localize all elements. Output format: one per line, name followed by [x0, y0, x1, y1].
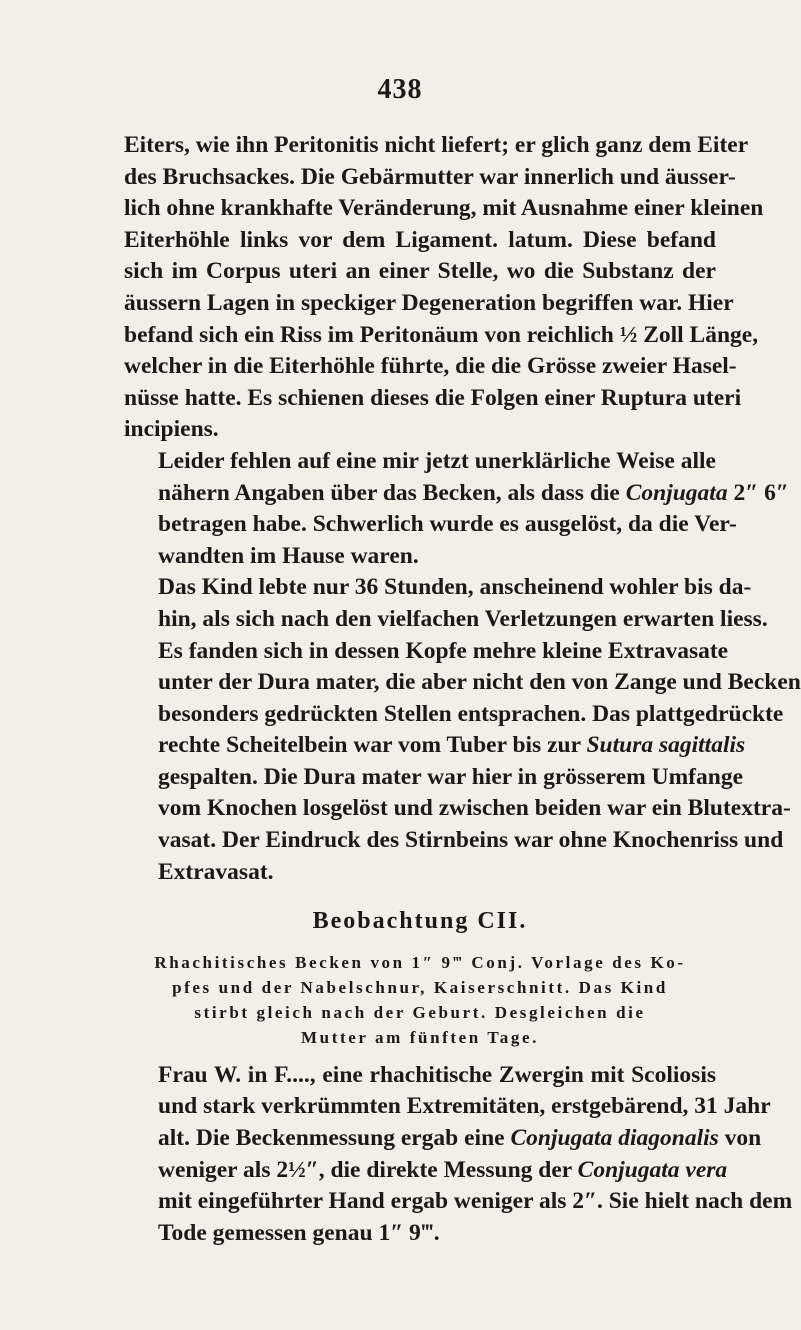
- text-line: betragen habe. Schwerlich wurde es ausgelöst, da die Ver-: [158, 511, 737, 538]
- paragraph-2: [124, 446, 789, 572]
- text-line: lich ohne krankhafte Veränderung, mit Ausnahme einer kleinen: [124, 195, 764, 222]
- text-line: [124, 1123, 762, 1155]
- text-line: [124, 478, 789, 510]
- text-line: Eiters, wie ihn Peritonitis nicht liefert; er glich ganz dem Eiter: [124, 132, 749, 158]
- text-line: befand sich ein Riss im Peritonäum von reichlich ½ Zoll Länge,: [124, 321, 759, 348]
- text-line: Tode gemessen genau 1″ 9‴.: [158, 1219, 440, 1246]
- summary-line: pfes und der Nabelschnur, Kaiserschnitt. Das Kind: [172, 977, 668, 997]
- paragraph-1: [124, 130, 764, 446]
- text-run: weniger als 2½″, die direkte Messung der: [158, 1156, 578, 1183]
- body-text: [124, 130, 801, 1249]
- text-line: wandten im Hause waren.: [158, 542, 419, 569]
- text-line: [124, 730, 746, 762]
- text-line: vom Knochen losgelöst und zwischen beiden war ein Blutextra-: [158, 795, 791, 822]
- text-line: Extravasat.: [158, 858, 274, 885]
- text-line: äussern Lagen in speckiger Degeneration begriffen war. Hier: [124, 289, 734, 316]
- text-line: nüsse hatte. Es schienen dieses die Folgen einer Ruptura uteri: [124, 384, 742, 411]
- text-line: gespalten. Die Dura mater war hier in grösserem Umfange: [158, 763, 744, 790]
- page-number: 438: [377, 74, 423, 105]
- text-run: alt. Die Beckenmessung ergab eine: [158, 1125, 511, 1152]
- summary-line: Rhachitisches Becken von 1″ 9‴ Conj. Vorlage des Ko-: [154, 952, 686, 972]
- text-line: unter der Dura mater, die aber nicht den von Zange und Becken: [158, 669, 801, 696]
- text-line: Eiterhöhle links vor dem Ligament. latum. Diese befand: [124, 226, 716, 253]
- text-line: welcher in die Eiterhöhle führte, die die Grösse zweier Hasel-: [124, 353, 737, 380]
- text-line: [124, 1155, 728, 1187]
- paragraph-4: [124, 1060, 793, 1250]
- paragraph-3: [124, 572, 801, 888]
- text-line: mit eingeführter Hand ergab weniger als 2″. Sie hielt nach dem: [158, 1188, 793, 1215]
- text-line: hin, als sich nach den vielfachen Verletzungen erwarten liess.: [158, 605, 768, 632]
- text-line: sich im Corpus uteri an einer Stelle, wo die Substanz der: [124, 258, 716, 285]
- text-run: nähern Angaben über das Becken, als dass die: [158, 479, 626, 506]
- text-line: besonders gedrückten Stellen entsprachen. Das plattgedrückte: [158, 700, 784, 727]
- italic-term: Conjugata diagonalis: [510, 1125, 719, 1152]
- observation-summary: [124, 950, 716, 1050]
- text-line: Leider fehlen auf eine mir jetzt unerklärliche Weise alle: [158, 447, 716, 474]
- text-run: von: [718, 1125, 762, 1152]
- observation-heading: Beobachtung CII.: [312, 908, 528, 935]
- text-line: Es fanden sich in dessen Kopfe mehre kleine Extravasate: [158, 637, 729, 664]
- text-line: Frau W. in F...., eine rhachitische Zwergin mit Scoliosis: [158, 1061, 716, 1088]
- italic-term: Conjugata vera: [577, 1156, 728, 1183]
- italic-term: Conjugata: [625, 479, 728, 506]
- summary-line: Mutter am fünften Tage.: [301, 1027, 539, 1047]
- text-line: und stark verkrümmten Extremitäten, erstgebärend, 31 Jahr: [158, 1093, 771, 1120]
- text-line: Das Kind lebte nur 36 Stunden, anscheinend wohler bis da-: [158, 574, 752, 601]
- summary-line: stirbt gleich nach der Geburt. Desgleichen die: [194, 1002, 646, 1022]
- text-run: rechte Scheitelbein war vom Tuber bis zur: [158, 732, 587, 759]
- text-line: des Bruchsackes. Die Gebärmutter war innerlich und äusser-: [124, 163, 736, 190]
- text-line: incipiens.: [124, 416, 219, 443]
- text-run: 2″ 6″: [727, 479, 789, 506]
- italic-term: Sutura sagittalis: [586, 732, 746, 759]
- text-line: vasat. Der Eindruck des Stirnbeins war ohne Knochenriss und: [158, 827, 784, 854]
